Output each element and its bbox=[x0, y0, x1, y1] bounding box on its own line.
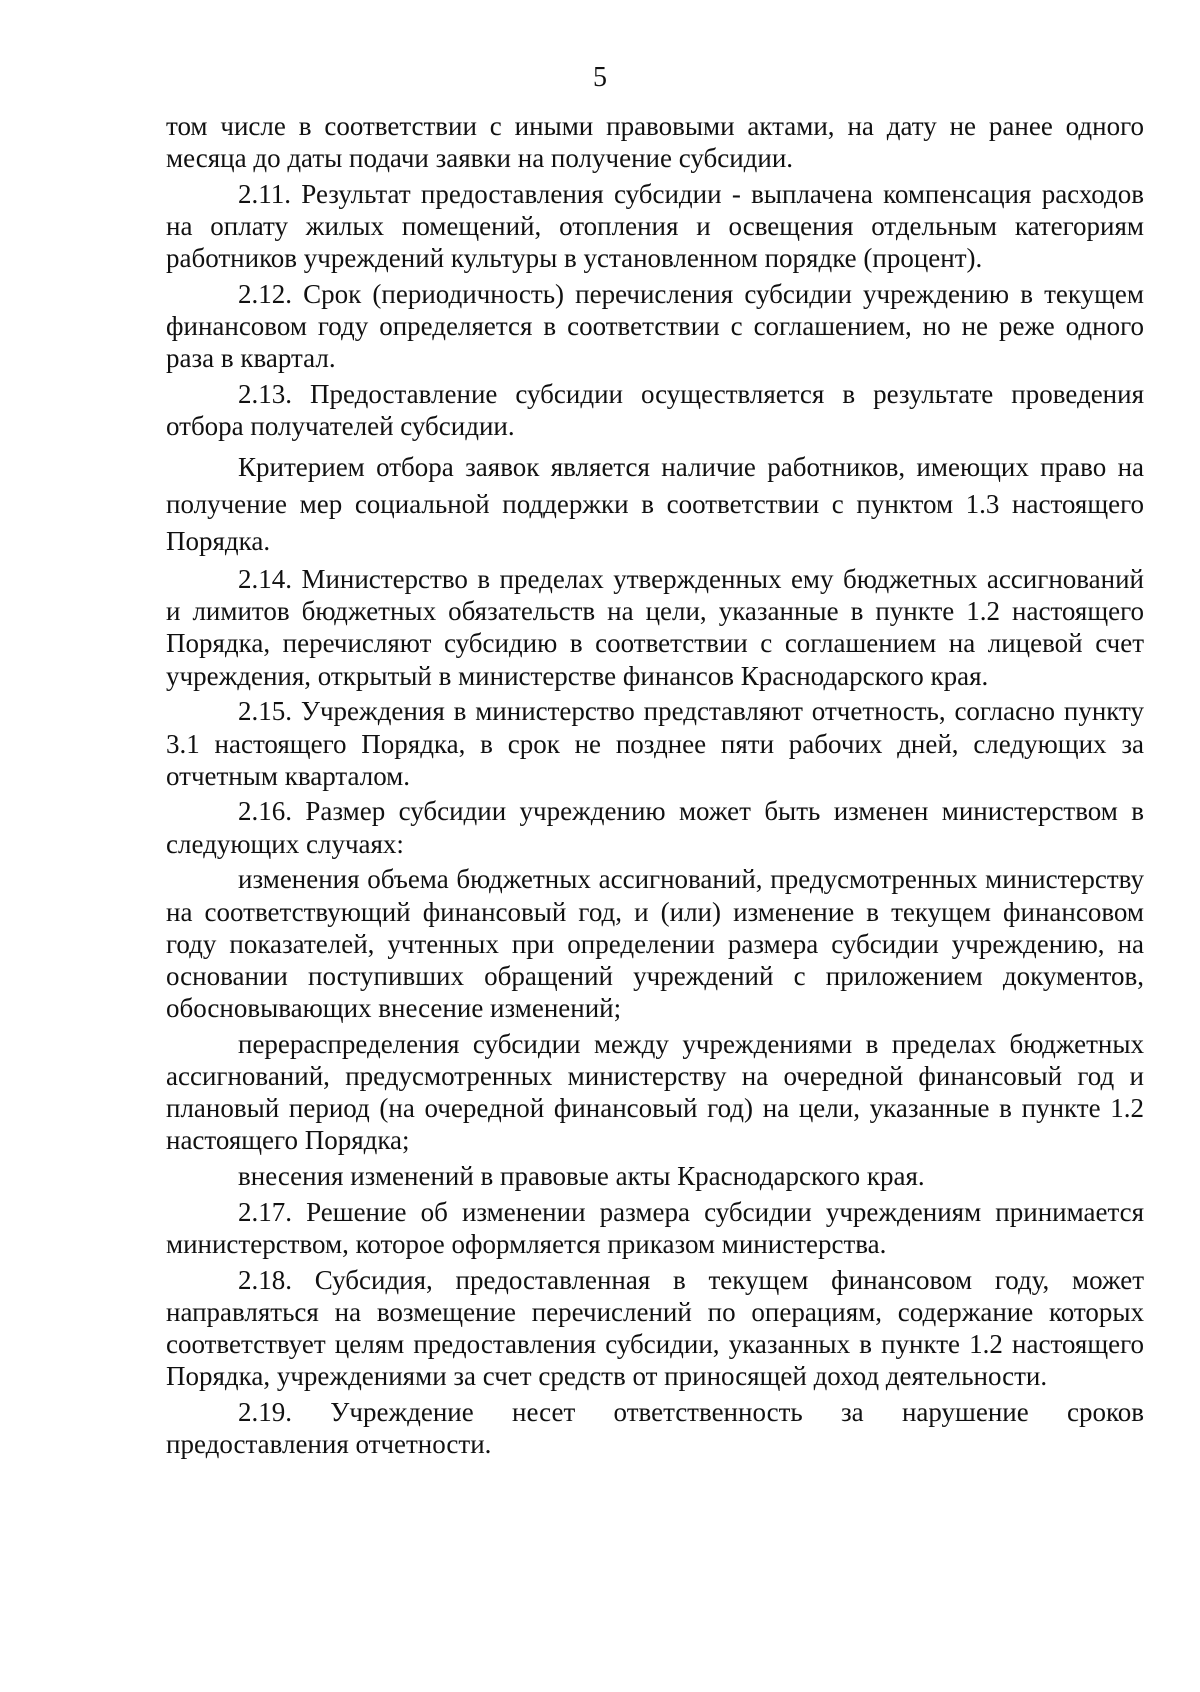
paragraph-2-16-case-1: изменения объема бюджетных ассигнований, предусмотренных министерству на соответствующий финансовый год, и (или) изменение в текущем финансовом году показателей, учтенных при определении размера субсидии учреждению, на основании поступивших обращений учреждений с приложением документов, обосновывающих внесение изменений; bbox=[166, 864, 1144, 1024]
paragraph-selection-criterion: Критерием отбора заявок является наличие работников, имеющих право на получение мер социальной поддержки в соответствии с пунктом 1.3 настоящего Порядка. bbox=[166, 451, 1144, 556]
paragraph-2-13: 2.13. Предоставление субсидии осуществляется в результате проведения отбора получателей субсидии. bbox=[166, 379, 1144, 442]
paragraph-2-19: 2.19. Учреждение несет ответственность за нарушение сроков предоставления отчетности. bbox=[166, 1397, 1144, 1460]
paragraph-2-11: 2.11. Результат предоставления субсидии - выплачена компенсация расходов на оплату жилых помещений, отопления и освещения отдельным категориям работников учреждений культуры в установленном порядке (процент). bbox=[166, 178, 1144, 274]
paragraph-2-16: 2.16. Размер субсидии учреждению может быть изменен министерством в следующих случаях: bbox=[166, 796, 1144, 859]
paragraph-2-17: 2.17. Решение об изменении размера субсидии учреждениям принимается министерством, которое оформляется приказом министерства. bbox=[166, 1196, 1144, 1260]
paragraph-2-15: 2.15. Учреждения в министерство представляют отчетность, согласно пункту 3.1 настоящего Порядка, в срок не позднее пяти рабочих дней, следующих за отчетным кварталом. bbox=[166, 696, 1144, 791]
paragraph-continuation: том числе в соответствии с иными правовыми актами, на дату не ранее одного месяца до даты подачи заявки на получение субсидии. bbox=[166, 111, 1144, 174]
document-body bbox=[166, 110, 1144, 1464]
paragraph-2-12: 2.12. Срок (периодичность) перечисления субсидии учреждению в текущем финансовом году определяется в соответствии с соглашением, но не реже одного раза в квартал. bbox=[166, 279, 1144, 374]
paragraph-2-16-case-3: внесения изменений в правовые акты Краснодарского края. bbox=[238, 1161, 925, 1192]
paragraph-2-16-case-2: перераспределения субсидии между учреждениями в пределах бюджетных ассигнований, предусмотренных министерству на очередной финансовый год и плановый период (на очередной финансовый год) на цели, указанные в пункте 1.2 настоящего Порядка; bbox=[166, 1028, 1144, 1156]
paragraph-2-18: 2.18. Субсидия, предоставленная в текущем финансовом году, может направляться на возмещение перечислений по операциям, содержание которых соответствует целям предоставления субсидии, указанных в пункте 1.2 настоящего Порядка, учреждениями за счет средств от приносящей доход деятельности. bbox=[166, 1264, 1144, 1392]
paragraph-2-14: 2.14. Министерство в пределах утвержденных ему бюджетных ассигнований и лимитов бюджетных обязательств на цели, указанные в пункте 1.2 настоящего Порядка, перечисляют субсидию в соответствии с соглашением на лицевой счет учреждения, открытый в министерстве финансов Краснодарского края. bbox=[166, 564, 1144, 691]
page-number: 5 bbox=[593, 62, 607, 93]
